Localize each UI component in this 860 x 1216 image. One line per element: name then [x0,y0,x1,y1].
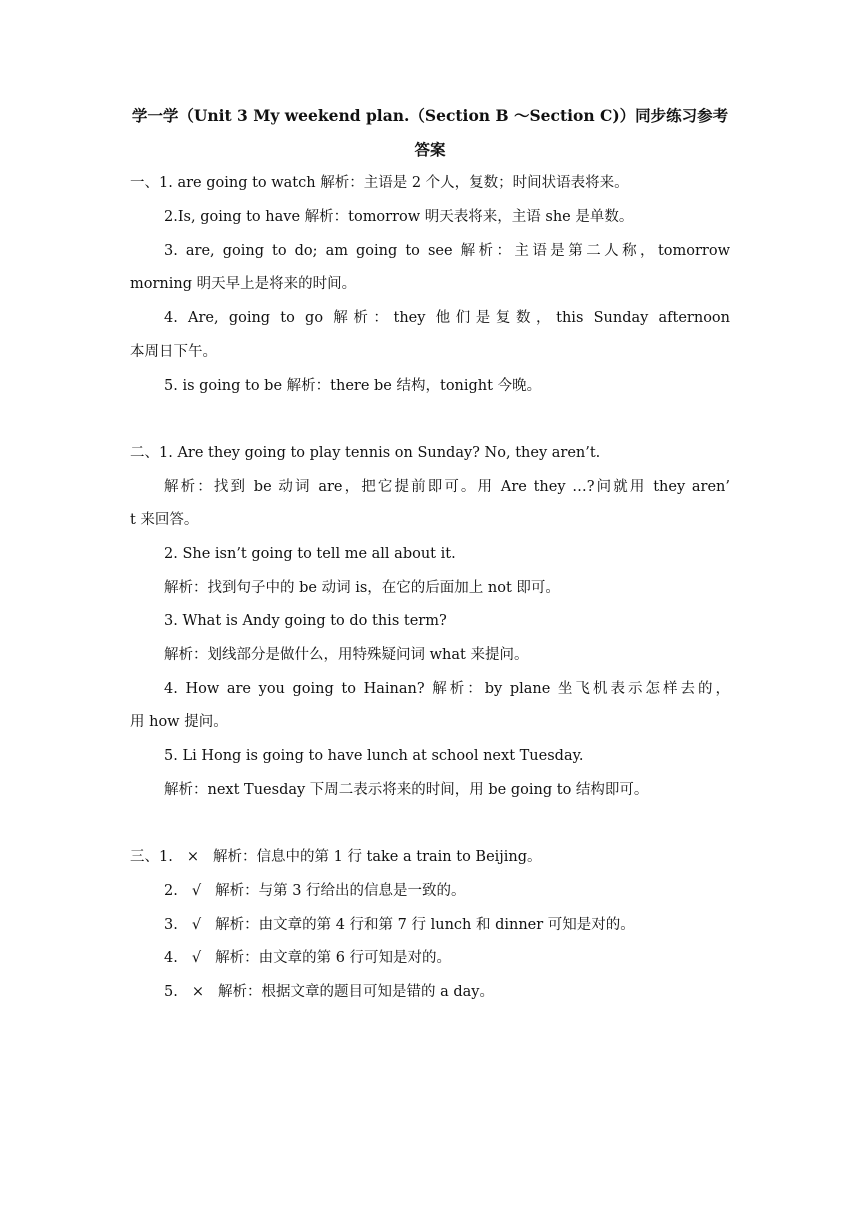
section3-item4-mark: √ [191,950,202,966]
section3-item3-note: 解析：由文章的第 4 行和第 7 行 lunch 和 dinner 可知是对的。 [215,917,635,933]
section2-item2-note: 解析：找到句子中的 be 动词 is，在它的后面加上 not 即可。 [164,580,560,596]
document-title-line2: 答案 [414,140,446,159]
document-title-line1: 学一学（Unit 3 My weekend plan.（Section B ～Section C)）同步练习参考 [131,106,729,125]
section2-item2-answer: 2. She isn’t going to tell me all about it. [164,546,456,562]
section2-item5-note: 解析：next Tuesday 下周二表示将来的时间，用 be going to 结构即可。 [164,782,649,798]
section3-item4-note: 解析：由文章的第 6 行可知是对的。 [215,950,452,966]
section2-item5-answer: 5. Li Hong is going to have lunch at school next Tuesday. [164,748,584,764]
section3-item3-num: 3. [164,917,178,933]
section2-item3-answer: 3. What is Andy going to do this term? [164,613,447,629]
section3-item5-mark: × [191,984,204,1000]
section2-item1-answer-text: 1. Are they going to play tennis on Sunday? No, they aren’t. [159,445,601,461]
section3-item1 [130,845,542,869]
section1-item4-line1: 4. Are, going to go 解析：they 他们是复数，this Sunday afternoon [164,310,730,326]
section2-item1-note-line2: t 来回答。 [130,512,199,528]
section3-item1-note: 解析：信息中的第 1 行 take a train to Beijing。 [213,849,542,865]
section3-item2-mark: √ [191,883,202,899]
section1-item3-line2: morning 明天早上是将来的时间。 [130,276,357,292]
section3-item3 [164,913,635,937]
section3-item4 [164,946,451,970]
section1-marker: 一、 [130,175,159,191]
section3-item1-num: 1. [159,849,173,865]
section2-item1-answer [130,441,600,465]
section2-item4-note: 用 how 提问。 [130,714,228,730]
section1-item4-line2: 本周日下午。 [130,344,217,360]
section2-marker: 二、 [130,445,159,461]
section1-item3-line1: 3. are, going to do; am going to see 解析：主语是第二人称，tomorrow [164,243,730,259]
section3-item1-mark: × [186,849,199,865]
section3-item2-note: 解析：与第 3 行给出的信息是一致的。 [215,883,466,899]
section3-item5-note: 解析：根据文章的题目可知是错的 a day。 [218,984,494,1000]
section1-item1 [130,171,629,195]
section2-item1-note-line1: 解析：找到 be 动词 are，把它提前即可。用 Are they …?问就用 they aren’ [164,479,730,495]
section3-item5 [164,980,494,1004]
section3-item2 [164,879,466,903]
section2-item4-answer: 4. How are you going to Hainan? 解析：by plane 坐飞机表示怎样去的， [164,681,730,697]
section3-item2-num: 2. [164,883,178,899]
section2-item3-note: 解析：划线部分是做什么，用特殊疑问词 what 来提问。 [164,647,529,663]
section1-item1-text: 1. are going to watch 解析：主语是 2 个人，复数；时间状语表将来。 [159,175,629,191]
section1-item2: 2.Is, going to have 解析：tomorrow 明天表将来，主语 she 是单数。 [164,209,634,225]
section3-item4-num: 4. [164,950,178,966]
section1-item5: 5. is going to be 解析：there be 结构，tonight 今晚。 [164,378,542,394]
section3-item3-mark: √ [191,917,202,933]
section3-item5-num: 5. [164,984,178,1000]
section3-marker: 三、 [130,849,159,865]
